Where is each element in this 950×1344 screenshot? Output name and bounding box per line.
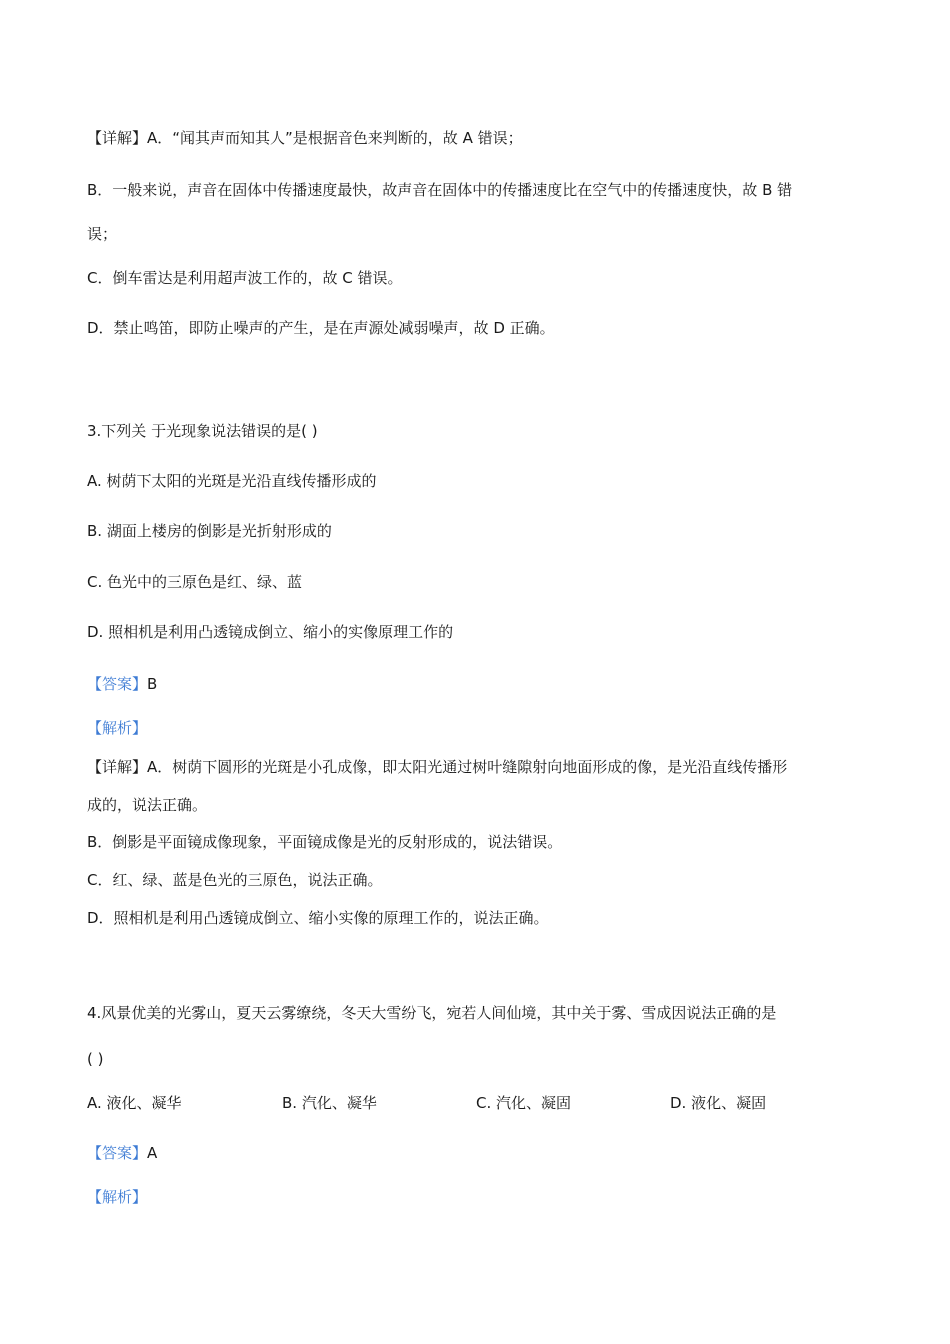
q2-detail-b-line2: 误； (87, 225, 118, 243)
q3-detail-b: B．倒影是平面镜成像现象，平面镜成像是光的反射形成的，说法错误。 (87, 833, 563, 851)
q3-answer-label: 【答案】 (87, 675, 148, 693)
q4-option-d: D. 液化、凝固 (670, 1094, 767, 1112)
q4-analysis-label: 【解析】 (87, 1188, 148, 1206)
q3-option-a: A. 树荫下太阳的光斑是光沿直线传播形成的 (87, 472, 377, 490)
q3-stem: 3.下列关 于光现象说法错误的是( ) (87, 422, 318, 440)
q3-detail-a-line2: 成的，说法正确。 (87, 796, 208, 814)
q3-option-b: B. 湖面上楼房的倒影是光折射形成的 (87, 522, 332, 540)
q2-detail-b-line1: B．一般来说，声音在固体中传播速度最快，故声音在固体中的传播速度比在空气中的传播速度快，故 B 错 (87, 181, 793, 199)
q4-option-b: B. 汽化、凝华 (282, 1094, 377, 1112)
q3-answer-value: B (147, 675, 158, 693)
q3-detail-a-line1: 【详解】A．树荫下圆形的光斑是小孔成像，即太阳光通过树叶缝隙射向地面形成的像，是光沿直线传播形 (87, 758, 788, 776)
q3-detail-d: D．照相机是利用凸透镜成倒立、缩小实像的原理工作的，说法正确。 (87, 909, 549, 927)
q4-stem-line1: 4.风景优美的光雾山，夏天云雾缭绕，冬天大雪纷飞，宛若人间仙境，其中关于雾、雪成因说法正确的是 (87, 1004, 777, 1022)
q4-answer (87, 1143, 157, 1163)
q2-detail-a: 【详解】A．“闻其声而知其人”是根据音色来判断的，故 A 错误； (87, 129, 523, 147)
q4-stem-line2: ( ) (87, 1050, 104, 1068)
q2-detail-c: C．倒车雷达是利用超声波工作的，故 C 错误。 (87, 269, 403, 287)
q4-option-c: C. 汽化、凝固 (476, 1094, 572, 1112)
q4-option-a: A. 液化、凝华 (87, 1094, 182, 1112)
q4-answer-label: 【答案】 (87, 1144, 148, 1162)
q3-answer (87, 674, 157, 694)
q3-detail-c: C．红、绿、蓝是色光的三原色，说法正确。 (87, 871, 383, 889)
q3-analysis-label: 【解析】 (87, 719, 148, 737)
q2-detail-d: D．禁止鸣笛，即防止噪声的产生，是在声源处减弱噪声，故 D 正确。 (87, 319, 555, 337)
q4-answer-value: A (147, 1144, 158, 1162)
q4-options-row (0, 1093, 950, 1113)
q3-option-d: D. 照相机是利用凸透镜成倒立、缩小的实像原理工作的 (87, 623, 454, 641)
q3-option-c: C. 色光中的三原色是红、绿、蓝 (87, 573, 303, 591)
